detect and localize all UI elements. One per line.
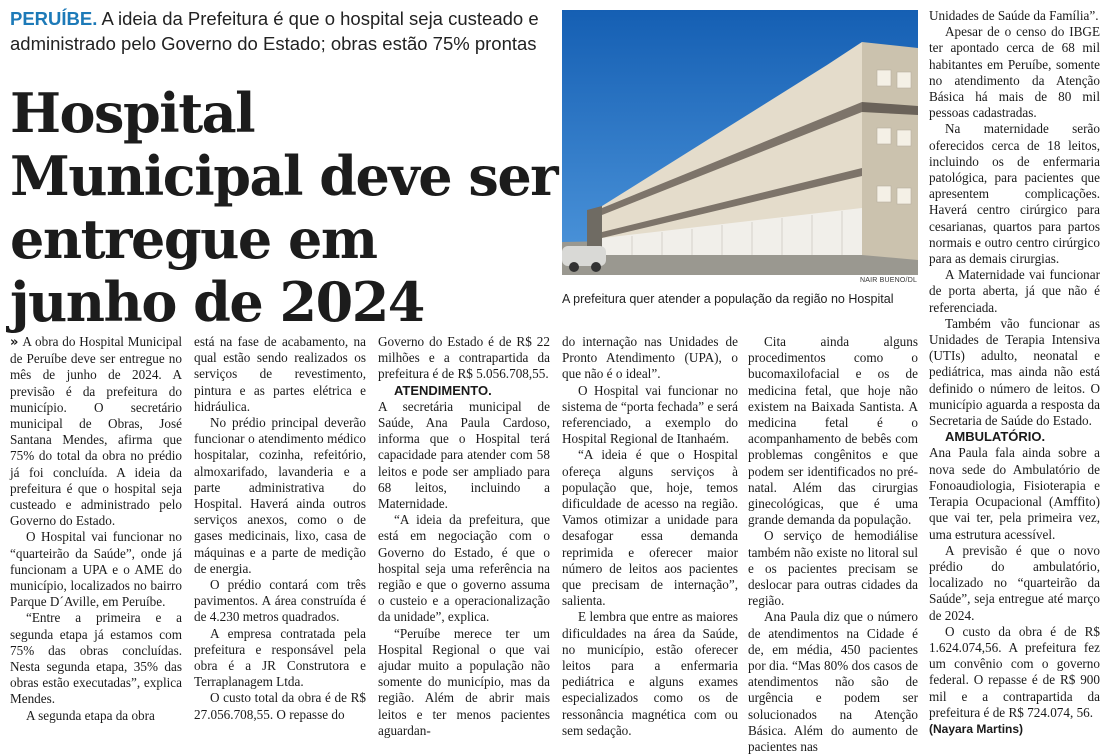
paragraph: Apesar de o censo do IBGE ter apontado cerca de 68 mil habitantes em Peruíbe, somente no atendimento da Atenção Básica há mais de 80 mil pessoas cadastradas. (929, 24, 1100, 121)
paragraph: está na fase de acabamento, na qual estão sendo realizados os serviços de revestimento, pintura e as partes elétrica e hidráulica. (194, 334, 366, 414)
paragraph: do internação nas Unidades de Pronto Atendimento (UPA), o que não é o ideal”. (562, 334, 738, 382)
paragraph: No prédio principal deverão funcionar o atendimento médico hospitalar, cozinha, refeitório, almoxarifado, lavanderia e a parte administrativa do Hospital. Haverá ainda outros serviços anexos, como o de gases medicinais, lixo, casa de máquinas e a parte de medição de energia. (194, 415, 366, 576)
subhead-atendimento: ATENDIMENTO. (394, 382, 492, 398)
paragraph: O Hospital vai funcionar no sistema de “porta fechada” e será referenciado, a exemplo do Hospital Regional de Itanhaém. (562, 382, 738, 447)
paragraph: “A ideia é que o Hospital ofereça alguns serviços à população que, hoje, temos dificuldade de acesso na região. Vamos otimizar a unidade para desafogar essa demanda reprimida e oferecer maior número de leitos aos pacientes que precisam de internação”, salienta. (562, 447, 738, 609)
paragraph: O prédio contará com três pavimentos. A área construída é de 4.230 metros quadrados. (194, 577, 366, 625)
lead-marker-icon: » (10, 335, 19, 350)
paragraph: A Maternidade vai funcionar de porta aberta, já que não é referenciada. (929, 267, 1100, 315)
paragraph: Unidades de Saúde da Família”. (929, 8, 1099, 23)
paragraph: O custo total da obra é de R$ 27.056.708,55. O repasse do (194, 690, 366, 722)
photo-caption: A prefeitura quer atender a população da região no Hospital (562, 292, 894, 306)
paragraph: O Hospital vai funcionar no “quarteirão da Saúde”, onde já funcionam a UPA e o AME do município, localizados no bairro Parque D´Aville, em Peruíbe. (10, 529, 182, 610)
paragraph: Cita ainda alguns procedimentos como o bucomaxilofacial e os de medicina fetal, que hoje não existem na Baixada Santista. A medicina fetal é o acompanhamento de bebês com problemas congênitos e que podem ser identificados no pré-natal. Além das cirurgias ginecológicas, que é uma grande demanda da população. (748, 334, 918, 528)
paragraph: Ana Paula fala ainda sobre a nova sede do Ambulatório de Fonoaudiologia, Fisioterapia e Terapia Ocupacional (Amffito) que vai ter, pela primeira vez, uma estrutura acessível. (929, 445, 1100, 542)
paragraph: O serviço de hemodiálise também não existe no litoral sul e os pacientes precisam se deslocar para outras cidades da região. (748, 528, 918, 609)
paragraph: O custo da obra é de R$ 1.624.074,56. A prefeitura fez um convênio com o governo federal. O repasse é de R$ 900 mil e a contrapartida da prefeitura é de R$ 724.074, 56. (929, 623, 1100, 720)
paragraph: “A ideia da prefeitura, que está em negociação com o Governo do Estado, é que o hospital seja uma referência na região e que o governo assuma o custeio e a operacionalização da unidade”, explica. (378, 512, 550, 625)
article-column-6 (929, 8, 1100, 737)
paragraph: A empresa contratada pela prefeitura e responsável pela obra é a JR Construtora e Terraplanagem Ltda. (194, 625, 366, 690)
article-column-5 (748, 334, 918, 755)
article-column-2 (194, 334, 366, 723)
paragraph: Governo do Estado é de R$ 22 milhões e a contrapartida da prefeitura é de R$ 5.056.708,55. (378, 334, 550, 382)
article-column-4 (562, 334, 738, 739)
paragraph: Na maternidade serão oferecidos cerca de 18 leitos, incluindo os de enfermaria patológica, para pacientes que apresentem complicações. Haverá centro cirúrgico para cesarianas, quartos para partos normais e outro centro cirúrgico para as demais cirurgias. (929, 121, 1100, 267)
photo-credit: NAIR BUENO/DL (860, 277, 918, 284)
paragraph: A segunda etapa da obra (26, 707, 155, 723)
paragraph: A previsão é que o novo prédio do ambulatório, localizado no “quarteirão da Saúde”, seja entregue até março de 2024. (929, 542, 1100, 623)
article-column-3 (378, 334, 550, 739)
subhead-ambulatorio: AMBULATÓRIO. (945, 429, 1046, 445)
hospital-photo (562, 10, 918, 275)
paragraph: “Entre a primeira e a segunda etapa já estamos com 75% das obras concluídas. Nesta segunda etapa, 35% das obras estão executadas”, explica Mendes. (10, 610, 182, 707)
paragraph: Também vão funcionar as Unidades de Terapia Intensiva (UTIs) adulto, neonatal e pediátrica, mas ainda não está definido o número de leitos. O município aguarda a resposta da Secretaria de Saúde do Estado. (929, 315, 1100, 429)
kicker-line (10, 6, 555, 56)
kicker-text: A ideia da Prefeitura é que o hospital seja custeado e administrado pelo Governo do Estado; obras estão 75% prontas (10, 8, 539, 54)
article-column-1 (10, 334, 182, 724)
paragraph: “Peruíbe merece ter um Hospital Regional o que vai ajudar muito a população não somente do município, mas da região. Além de abrir mais leitos e ter menos pacientes aguardan- (378, 625, 550, 738)
paragraph: E lembra que entre as maiores dificuldades na área da Saúde, no município, estão oferecer leitos para a enfermaria pediátrica e alguns exames especializados como os de ressonância magnética com ou sem sedação. (562, 609, 738, 738)
kicker-place: PERUÍBE. (10, 8, 98, 29)
paragraph: A secretária municipal de Saúde, Ana Paula Cardoso, informa que o Hospital terá capacidade para atender com 58 leitos e pode ser ampliado para 68 leitos, incluindo a Maternidade. (378, 398, 550, 512)
paragraph: Ana Paula diz que o número de atendimentos na Cidade é de, em média, 450 pacientes por dia. “Mas 80% dos casos de atendimentos não são de urgência e podem ser solucionados na Atenção Básica. Além do aumento de pacientes nas (748, 609, 918, 755)
lead-paragraph: » A obra do Hospital Municipal de Peruíbe deve ser entregue no mês de junho de 2024. A previsão é da prefeitura do município. O secretário municipal de Obras, José Santana Mendes, afirma que 75% do total da obra no prédio já foi concluída. A ideia da prefeitura é que o hospital seja custeado e administrado pelo Governo do Estado. (10, 334, 182, 529)
byline: (Nayara Martins) (929, 721, 1024, 736)
headline: Hospital Municipal deve ser entregue em junho de 2024 (10, 81, 558, 334)
